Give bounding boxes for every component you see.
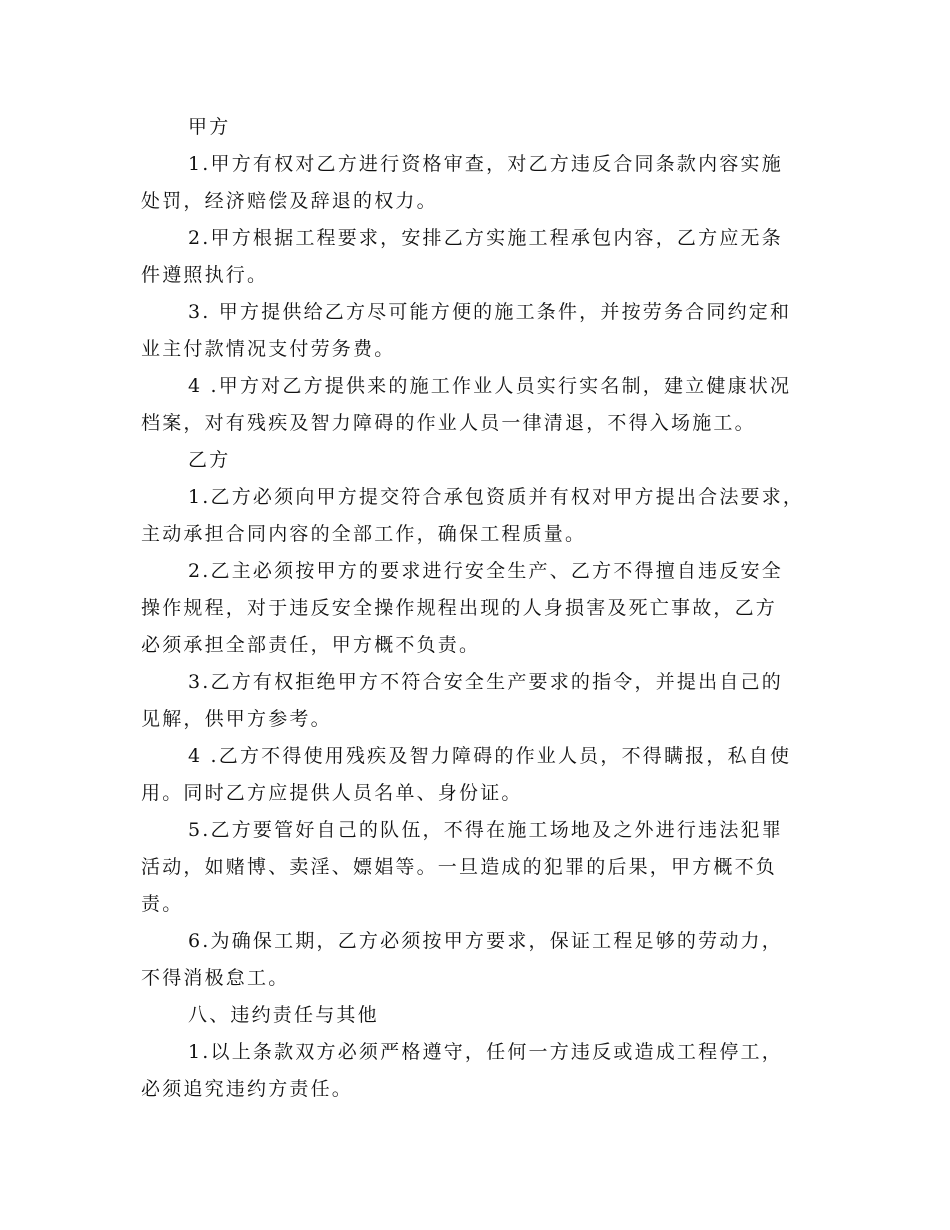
- paragraph-line: 6.为确保工期，乙方必须按甲方要求，保证工程足够的劳动力，: [188, 930, 783, 952]
- paragraph-line: 处罚，经济赔偿及辞退的权力。: [141, 190, 438, 212]
- paragraph-line: 5.乙方要管好自己的队伍，不得在施工场地及之外进行违法犯罪: [188, 819, 783, 841]
- paragraph-line: 活动，如赌博、卖淫、嫖娼等。一旦造成的犯罪的后果，甲方概不负: [141, 856, 778, 878]
- paragraph-line: 3.乙方有权拒绝甲方不符合安全生产要求的指令，并提出自己的: [188, 671, 783, 693]
- paragraph-line: 1.以上条款双方必须严格遵守，任何一方违反或造成工程停工，: [188, 1041, 783, 1063]
- heading-party-a: 甲方: [188, 116, 231, 138]
- paragraph-line: 4 .乙方不得使用残疾及智力障碍的作业人员，不得瞒报，私自使: [188, 745, 792, 767]
- paragraph-line: 必须承担全部责任，甲方概不负责。: [141, 634, 481, 656]
- paragraph-line: 操作规程，对于违反安全操作规程出现的人身损害及死亡事故，乙方: [141, 597, 778, 619]
- paragraph-line: 1.甲方有权对乙方进行资格审查，对乙方违反合同条款内容实施: [188, 153, 783, 175]
- paragraph-line: 不得消极怠工。: [141, 967, 290, 989]
- paragraph-line: 用。同时乙方应提供人员名单、身份证。: [141, 782, 523, 804]
- paragraph-line: 业主付款情况支付劳务费。: [141, 338, 396, 360]
- paragraph-line: 件遵照执行。: [141, 264, 269, 286]
- paragraph-line: 责。: [141, 893, 184, 915]
- heading-party-b: 乙方: [188, 449, 231, 471]
- paragraph-line: 必须追究违约方责任。: [141, 1078, 354, 1100]
- paragraph-line: 4 .甲方对乙方提供来的施工作业人员实行实名制，建立健康状况: [188, 375, 792, 397]
- paragraph-line: 2.甲方根据工程要求，安排乙方实施工程承包内容，乙方应无条: [188, 227, 783, 249]
- paragraph-line: 2.乙主必须按甲方的要求进行安全生产、乙方不得擅自违反安全: [188, 560, 783, 582]
- section-heading-breach: 八、违约责任与其他: [188, 1004, 379, 1026]
- paragraph-line: 3. 甲方提供给乙方尽可能方便的施工条件，并按劳务合同约定和: [188, 301, 792, 323]
- paragraph-line: 见解，供甲方参考。: [141, 708, 332, 730]
- paragraph-line: 主动承担合同内容的全部工作，确保工程质量。: [141, 523, 587, 545]
- paragraph-line: 1.乙方必须向甲方提交符合承包资质并有权对甲方提出合法要求，: [188, 486, 805, 508]
- paragraph-line: 档案，对有残疾及智力障碍的作业人员一律清退，不得入场施工。: [141, 412, 756, 434]
